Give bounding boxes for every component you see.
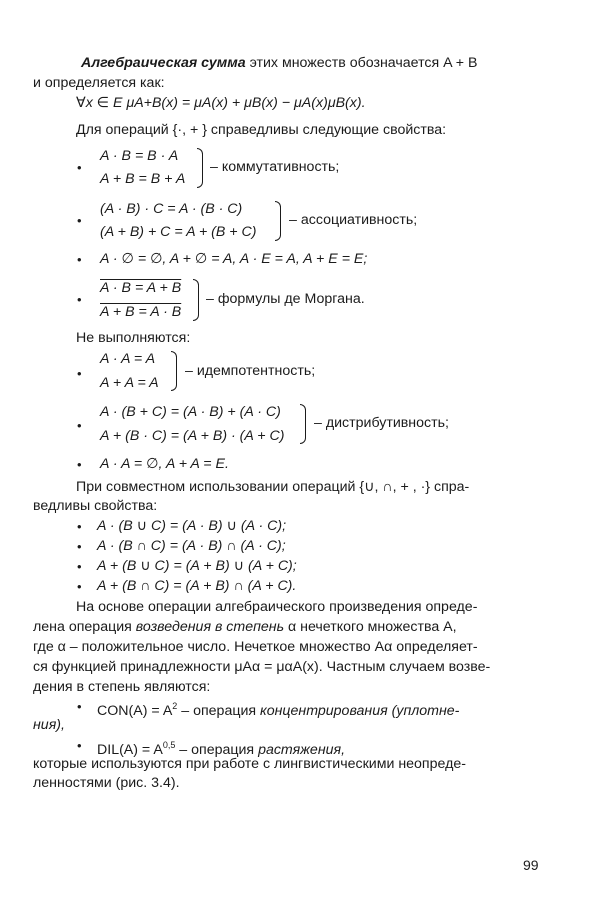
power-line-1: На основе операции алгебраического произведения опреде-	[76, 599, 478, 615]
brace	[275, 201, 281, 241]
bullet: •	[77, 579, 82, 594]
power-line-4: ся функцией принадлежности μAα = μαA(x). Частным случаем возве-	[33, 659, 491, 675]
distributivity-formula-2: A + (B · C) = (A + B) · (A + C)	[100, 428, 285, 444]
bullet: •	[77, 160, 82, 175]
intro-line-1	[81, 54, 477, 72]
bullet: •	[77, 738, 82, 753]
bullet: •	[77, 366, 82, 381]
not-hold-heading: Не выполняются:	[76, 330, 191, 346]
joint-item: A · (B ∪ C) = (A · B) ∪ (A · C);	[97, 518, 287, 534]
intro-line-1-rest: этих множеств обозначается A + B	[245, 55, 478, 71]
commutativity-formula-1: A · B = B · A	[100, 148, 179, 164]
term-exponentiation: возведения в степень	[135, 619, 285, 635]
distributivity-label: – дистрибутивность;	[314, 415, 449, 431]
power-line-3: где α – положительное число. Нечеткое множество Aα определяет-	[33, 639, 478, 655]
bullet: •	[77, 252, 82, 267]
text: лена операция	[33, 619, 136, 635]
commutativity-formula-2: A + B = B + A	[100, 171, 186, 187]
con-operation	[97, 697, 459, 720]
associativity-label: – ассоциативность;	[289, 212, 418, 228]
bullet: •	[77, 539, 82, 554]
closing-line-1: которые используются при работе с лингвистическими неопреде-	[33, 756, 466, 772]
bullet: •	[77, 457, 82, 472]
term-concentration: концентрирования (уплотне-	[260, 703, 460, 719]
idempotency-formula-2: A + A = A	[100, 375, 159, 391]
commutativity-label: – коммутативность;	[210, 159, 340, 175]
bullet: •	[77, 292, 82, 307]
bullet: •	[77, 559, 82, 574]
bullet: •	[77, 213, 82, 228]
brace	[171, 351, 177, 391]
superscript: 2	[172, 701, 178, 711]
brace	[197, 148, 203, 188]
complement-properties: A · A = ∅, A + A = E.	[100, 456, 229, 472]
empty-set-properties: A · ∅ = ∅, A + ∅ = A, A · E = A, A + E = E;	[100, 251, 368, 267]
joint-item: A · (B ∩ C) = (A · B) ∩ (A · C);	[97, 538, 286, 554]
superscript: 0,5	[162, 740, 176, 750]
associativity-formula-1: (A · B) · C = A · (B · C)	[100, 201, 243, 217]
properties-intro: Для операций {·, + } справедливы следующие свойства:	[76, 122, 447, 138]
distributivity-formula-1: A · (B + C) = (A · B) + (A · C)	[100, 404, 281, 420]
term-dilation: растяжения,	[258, 742, 346, 758]
term-algebraic-sum: Алгебраическая сумма	[81, 55, 246, 71]
bullet: •	[77, 519, 82, 534]
text: DIL(A) = A	[97, 742, 163, 758]
bullet: •	[77, 418, 82, 433]
power-line-2	[33, 618, 457, 636]
bullet: •	[77, 699, 82, 714]
idempotency-formula-1: A · A = A	[100, 351, 156, 367]
text: – операция	[177, 703, 261, 719]
joint-item: A + (B ∪ C) = (A + B) ∪ (A + C);	[97, 558, 297, 574]
idempotency-label: – идемпотентность;	[185, 363, 316, 379]
page-number: 99	[523, 857, 539, 873]
de-morgan-formula-2: A + B = A · B	[100, 304, 182, 320]
joint-ops-line-2: ведливы свойства:	[33, 498, 158, 514]
de-morgan-label: – формулы де Моргана.	[206, 291, 365, 307]
power-line-5: дения в степень являются:	[33, 679, 211, 695]
associativity-formula-2: (A + B) + C = A + (B + C)	[100, 224, 257, 240]
intro-line-2: и определяется как:	[33, 75, 165, 91]
con-operation-cont: ния),	[33, 717, 65, 733]
text: α нечеткого множества A,	[284, 619, 457, 635]
joint-ops-line-1: При совместном использовании операций {∪, ∩, + , ·} спра-	[76, 479, 470, 495]
text: – операция	[175, 742, 259, 758]
de-morgan-formula-1: A · B = A + B	[100, 280, 182, 296]
brace	[193, 279, 199, 321]
joint-item: A + (B ∩ C) = (A + B) ∩ (A + C).	[97, 578, 297, 594]
closing-line-2: ленностями (рис. 3.4).	[33, 775, 180, 791]
membership-formula: ∀x ∈ E μA+B(x) = μA(x) + μB(x) − μA(x)μB(x).	[76, 95, 366, 111]
brace	[300, 404, 306, 444]
text: CON(A) = A	[97, 703, 173, 719]
